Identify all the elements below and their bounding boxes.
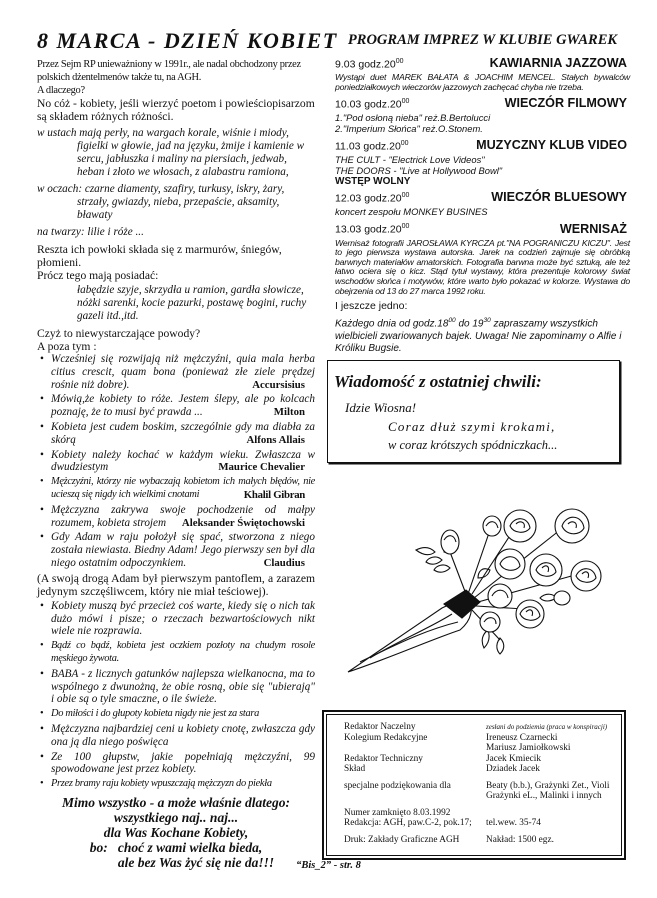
besides-line: A poza tym :: [37, 340, 97, 353]
closing-line: Mimo wszystko - a może właśnie dlatego:: [61, 794, 290, 810]
event-blues: [335, 190, 630, 218]
event-date: 9.03 $godz.20^{00}$: [335, 57, 404, 70]
event-vernissage: [335, 222, 630, 297]
saying-item: • Kobiety muszą być przecież coś warte, kiedy się o nich tak dużo mówi i pisze; o rzeczach bezwartościowych nikt wiele nie rozprawia.: [37, 600, 315, 638]
closing-line: dla Was Kochane Kobiety,: [103, 824, 249, 840]
poem-eyes: w oczach: czarne diamenty, szafiry, turkusy, iskry, żary, strzały, gwiazdy, nieba, przepaście, aksamity, bławaty: [37, 183, 285, 221]
quote-item: • Kobiety należy kochać w każdym wieku. Zwłaszcza w dwudziestym Maurice Chevalier: [37, 449, 315, 475]
quote-item: • Mężczyźni, którzy nie wybaczają kobietom ich małych błędów, nie ucieszą się nigdy ich wielkimi cnotami Khalil Gibran: [37, 476, 315, 502]
quote-author: Alfons Allais: [246, 433, 305, 446]
event-film: [335, 96, 630, 134]
news-title: Wiadomość z ostatniej chwili:: [334, 372, 542, 391]
quote-item: • Wcześniej się rozwijają niż mężczyźni, quia mala herba citius crescit, quam bona (ponieważ złe ziele prędzej rośnie niż dobre). Accursisius: [37, 353, 315, 391]
saying-item: • Do miłości i do głupoty kobieta nigdy nie jest za stara: [37, 708, 315, 721]
masthead-row: Numer zamknięto 8.03.1992: [344, 807, 451, 818]
poem-face: na twarzy: lilie i róże ...: [37, 226, 144, 238]
article-title: 8 MARCA - DZIEŃ KOBIET: [37, 28, 338, 53]
masthead-row: Redakcja: AGH, paw.C-2, pok.17; tel.wew. 35-74: [344, 818, 541, 828]
closing-wishes: [37, 795, 315, 870]
event-date: 12.03 $godz.20^{00}$: [335, 191, 410, 205]
quote-item: • Kobieta jest cudem boskim, szczególnie gdy ma diabła za skórą Alfons Allais: [37, 421, 315, 447]
event-name: KAWIARNIA JAZZOWA: [489, 56, 627, 70]
quote-author: Milton: [273, 406, 305, 419]
sayings-list: [37, 600, 315, 791]
rest-paragraph-2: Prócz tego mają posiadać:: [37, 269, 159, 282]
extra-text: Każdego dnia od $godz.18^{00}$ do $19^{30}$ zapraszamy wszystkich wielbicieli zwariowanych bajek. Uwaga! Nie zapominamy o Alfie i Króliku Bugsie.: [335, 317, 622, 354]
event-description: Wystąpi duet MAREK BAŁATA & JOACHIM MENCEL. Stałych bywalców poniedziałkowych wieczorów jazzowych zachęcać chyba nie trzeba.: [335, 72, 630, 92]
event-name: MUZYCZNY KLUB VIDEO: [476, 138, 627, 153]
saying-item: • BABA - z licznych gatunków najlepsza wielkanocna, ma to wspólnego z dwunożną, że obie rosną, obie się "ubierają" i obie są o tyle smaczne, o ile świeże.: [37, 668, 315, 706]
event-name: WIECZÓR BLUESOWY: [491, 190, 627, 205]
intro-question: A dlaczego?: [37, 85, 85, 96]
masthead-row: Grażynki eL., Malinki i innych: [486, 791, 602, 801]
page-number: “Bis_2” - str. 8: [296, 860, 361, 871]
quote-author: Claudius: [263, 556, 305, 569]
saying-item: • Mężczyzna najbardziej ceni u kobiety cnotę, zwłaszcza gdy ona ją dla niego poświęca: [37, 723, 315, 749]
quote-author: Khalil Gibran: [243, 488, 305, 501]
quote-author: Maurice Chevalier: [218, 461, 305, 474]
quote-author: Aleksander Świętochowski: [181, 516, 305, 529]
saying-item: • Ze 100 głupstw, jakie popełniają mężczyźni, 99 spowodowane jest przez kobiety.: [37, 751, 315, 777]
masthead-row: Redaktor Techniczny Jacek Kmiecik: [344, 753, 541, 764]
news-line: w coraz krótszych spódniczkach...: [388, 438, 558, 452]
program-title: PROGRAM IMPREZ W KLUBIE GWAREK: [347, 32, 618, 48]
event-date: 11.03 $godz.20^{00}$: [335, 139, 409, 153]
closing-line: ale bez Was żyć się nie da!!!: [117, 854, 275, 870]
masthead-row: Redaktor Naczelny zesłani do podziemia (praca w konspiracji): [344, 722, 608, 732]
event-note: WSTĘP WOLNY: [335, 176, 411, 188]
event-name: WERNISAŻ: [559, 221, 627, 236]
rest-paragraph: Reszta ich powłoki składa się z marmurów, śniegów, płomieni.: [37, 243, 282, 269]
masthead-row: specjalne podziękowania dla Beaty (b.b.), Grażynki Zet., Violi: [344, 780, 610, 791]
aside-paragraph: (A swoją drogą Adam był pierwszym pantoflem, a zarazem jedynym szczęśliwcem, który nie miał teściowej).: [37, 571, 315, 598]
intro-paragraph: Przez Sejm RP unieważniony w 1991r., ale nadal obchodzony przez polskich dżentelmenów także tu, na AGH.: [37, 59, 301, 83]
news-line: Idzie Wiosna!: [345, 400, 417, 415]
event-date: 13.03 $godz.20^{00}$: [335, 223, 410, 236]
masthead-row: Skład Dziadek Jacek: [344, 764, 540, 774]
intro-statement: No cóż - kobiety, jeśli wierzyć poetom i powieściopisarzom są składem różnych różności.: [37, 97, 315, 123]
right-column: [335, 30, 630, 355]
quote-item: • Gdy Adam w raju położył się spać, stworzona z niego została niewiasta. Biedny Adam! Jego pierwszy sen był dla niego ostatnim odpoczynkiem. Claudius: [37, 531, 315, 569]
quote-author: Accursisius: [252, 378, 305, 391]
extra-label: I jeszcze jedno:: [335, 300, 408, 313]
event-name: WIECZÓR FILMOWY: [504, 96, 627, 111]
masthead-row: Mariusz Jamiołkowski: [486, 743, 571, 753]
event-video: [335, 138, 630, 187]
masthead-row: Druk: Zakłady Graficzne AGH Nakład: 1500 egz.: [344, 834, 554, 845]
event-description: THE CULT - "Electrick Love Videos" THE DOORS - "Live at Hollywood Bowl": [335, 154, 503, 176]
poem-lips: w ustach mają perły, na wargach korale, wiśnie i miody, figielki w głowie, jad na języku, żmije i kamienie w sercu, jabłuszka i maliny na piersiach, jedwab, heban i złoto we włosach, z alabastru ramiona,: [37, 127, 305, 178]
event-jazz: [335, 56, 630, 92]
breaking-news-box: [327, 360, 620, 463]
poem-features: łabędzie szyje, skrzydła u ramion, gardła słowicze, nóżki sarenki, kocie pazurki, postawę bogini, ruchy gazeli itd.,itd.: [77, 284, 307, 322]
event-description: Wernisaż fotografii JAROSŁAWA KYRCZA pt."NA POGRANICZU KICZU". Jest to jego pierwsza wystawa autorska. Jarek na codzień zajmuje się obróbką barwnych materiałów amatorskich. Fotografia barwna może być sztuką, ale też łatwo ociera się o kicz. Stąd tytuł wystawy, która prezentuje kolorowy świat wschodów słońca i motywów, które warto było pokazać w kolorze. Wystawa do obejrzenia od 13 do 27 marca 1992 roku.: [335, 237, 630, 296]
quote-item: • Mężczyzna zakrywa swoje pochodzenie od małpy rozumem, kobieta strojem Aleksander Świętochowski: [37, 504, 315, 530]
saying-item: • Bądź co bądź, kobieta jest oczkiem pozłoty na chudym rosole męskiego żywota.: [37, 640, 315, 666]
event-date: 10.03 $godz.20^{00}$: [335, 97, 410, 111]
quotes-list: [37, 353, 315, 570]
news-line: Coraz dłuż szymi krokami,: [388, 419, 556, 434]
masthead-box: [322, 710, 626, 860]
event-description: koncert zespołu MONKEY BUSINES: [335, 206, 488, 218]
quote-item: • Mówią,że kobiety to róże. Jestem ślepy, ale po kolcach poznaję, że to musi być prawda ... Milton: [37, 393, 315, 419]
rose-bouquet-icon: [340, 490, 610, 685]
closing-line: wszystkiego naj.. naj...: [113, 809, 239, 825]
masthead-row: Kolegium Redakcyjne Ireneusz Czarnecki: [344, 732, 558, 743]
event-description: 1."Pod osłoną nieba" reż.B.Bertolucci 2."Imperium Słońca" reż.O.Stonem.: [335, 112, 491, 134]
closing-line: bo: choć z wami wielka bieda,: [89, 839, 263, 855]
question-line: Czyż to niewystarczające powody?: [37, 327, 201, 340]
saying-item: • Przez bramy raju kobiety wpuszczają mężczyzn do piekła: [37, 778, 315, 791]
